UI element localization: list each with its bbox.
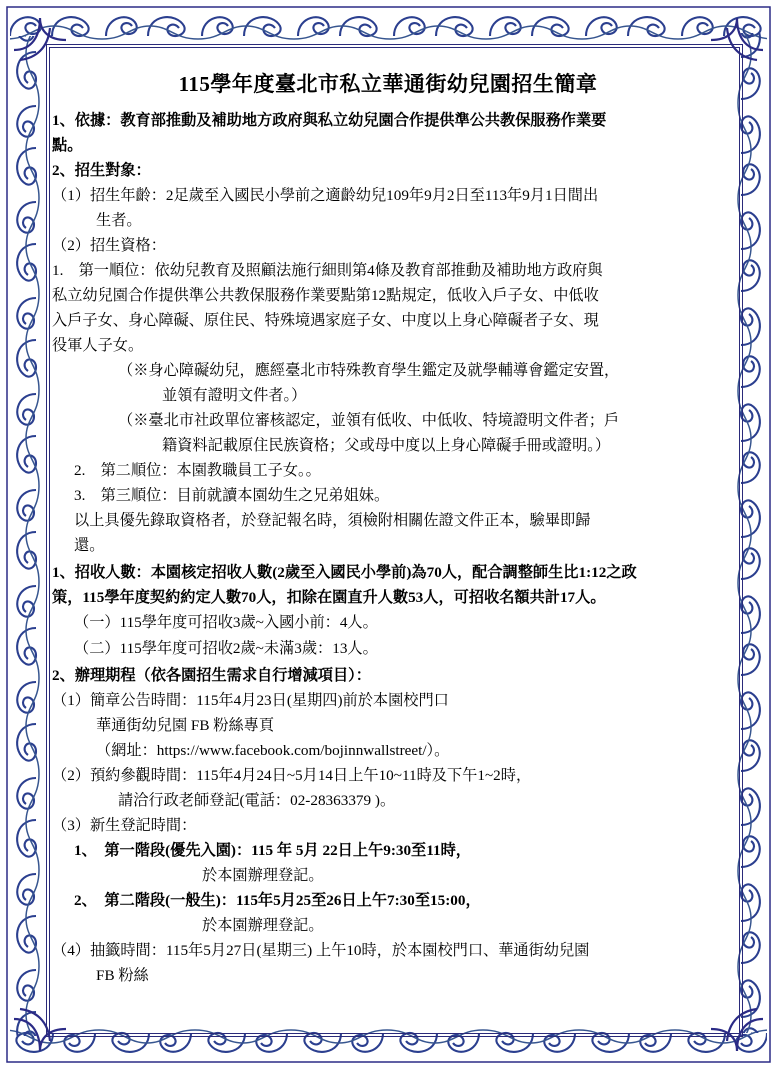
clause-enrollment-count-line2: 策，115學年度契約約定人數70人，扣除在園直升人數53人，可招收名額共計17人。 [52,589,606,607]
priority-1-line3: 入戶子女、身心障礙、原住民、特殊境遇家庭子女、中度以上身心障礙者子女、現 [52,312,599,330]
clause-target-heading: 2、招生對象： [52,162,151,180]
priority-3: 3. 第三順位：目前就讀本園幼生之兄弟姐妹。 [74,487,390,505]
clause-schedule-heading: 2、辦理期程（依各園招生需求自行增減項目）： [52,666,371,684]
note-disability-line2: 並領有證明文件者。） [162,387,307,405]
priority-note-line1: 以上具優先錄取資格者，於登記報名時，須檢附相關佐證文件正本，驗畢即歸 [74,512,591,530]
schedule-visit-line1: （2）預約參觀時間：115年4月24日~5月14日上午10~11時及下午1~2時， [52,766,532,784]
schedule-announcement-line1: （1）簡章公告時間：115年4月23日(星期四)前於本園校門口 [52,691,449,709]
registration-stage-1: 1、 第一階段(優先入園)：115 年 5月 22日上午9:30至11時， [74,841,471,859]
note-disability-line1: （※身心障礙幼兒，應經臺北市特殊教育學生鑑定及就學輔導會鑑定安置， [118,362,620,380]
schedule-visit-line2: 請洽行政老師登記(電話：02-28363379 )。 [118,791,396,809]
schedule-registration-heading: （3）新生登記時間： [52,816,197,834]
priority-note-line2: 還。 [74,537,105,555]
schedule-announcement-url: （網址：https://www.facebook.com/bojinnwallstreet/）。 [96,741,450,759]
priority-2: 2. 第二順位：本園教職員工子女。。 [74,462,321,480]
note-welfare-line2: 籍資料記載原住民族資格；父或母中度以上身心障礙手冊或證明。） [162,437,611,455]
clause-age-line2: 生者。 [96,212,142,230]
page-title: 115學年度臺北市私立華通街幼兒園招生簡章 [178,72,598,96]
document-content [52,54,724,1014]
clause-basis-line2: 點。 [52,137,83,155]
note-welfare-line1: （※臺北市社政單位審核認定，並領有低收、中低收、特境證明文件者；戶 [118,412,620,430]
clause-enrollment-count-line1: 1、招收人數：本園核定招收人數(2歲至入國民小學前)為70人，配合調整師生比1:12之政 [52,564,637,582]
clause-age-line1: （1）招生年齡：2足歲至入國民小學前之適齡幼兒109年9月2日至113年9月1日間出 [52,187,599,205]
registration-stage-2: 2、 第二階段(一般生)：115年5月25至26日上午7:30至15:00， [74,891,481,909]
registration-stage-1-note: 於本園辦理登記。 [202,866,324,884]
schedule-lottery-line2: FB 粉絲 [96,966,149,984]
enrollment-count-item-1: （一）115學年度可招收3歲~入國小前：4人。 [74,614,378,632]
priority-1-line1: 1. 第一順位：依幼兒教育及照顧法施行細則第4條及教育部推動及補助地方政府與 [52,262,603,280]
priority-1-line4: 役軍人子女。 [52,337,144,355]
registration-stage-2-note: 於本園辦理登記。 [202,916,324,934]
schedule-lottery-line1: （4）抽籤時間：115年5月27日(星期三) 上午10時，於本園校門口、華通街幼兒園 [52,941,590,959]
clause-basis-line1: 1、依據：教育部推動及補助地方政府與私立幼兒園合作提供準公共教保服務作業要 [52,112,607,130]
priority-1-line2: 私立幼兒園合作提供準公共教保服務作業要點第12點規定，低收入戶子女、中低收 [52,287,599,305]
schedule-announcement-line2: 華通街幼兒園 FB 粉絲專頁 [96,716,275,734]
clause-qualification-heading: （2）招生資格： [52,237,166,255]
enrollment-count-item-2: （二）115學年度可招收2歲~未滿3歲：13人。 [74,639,378,657]
